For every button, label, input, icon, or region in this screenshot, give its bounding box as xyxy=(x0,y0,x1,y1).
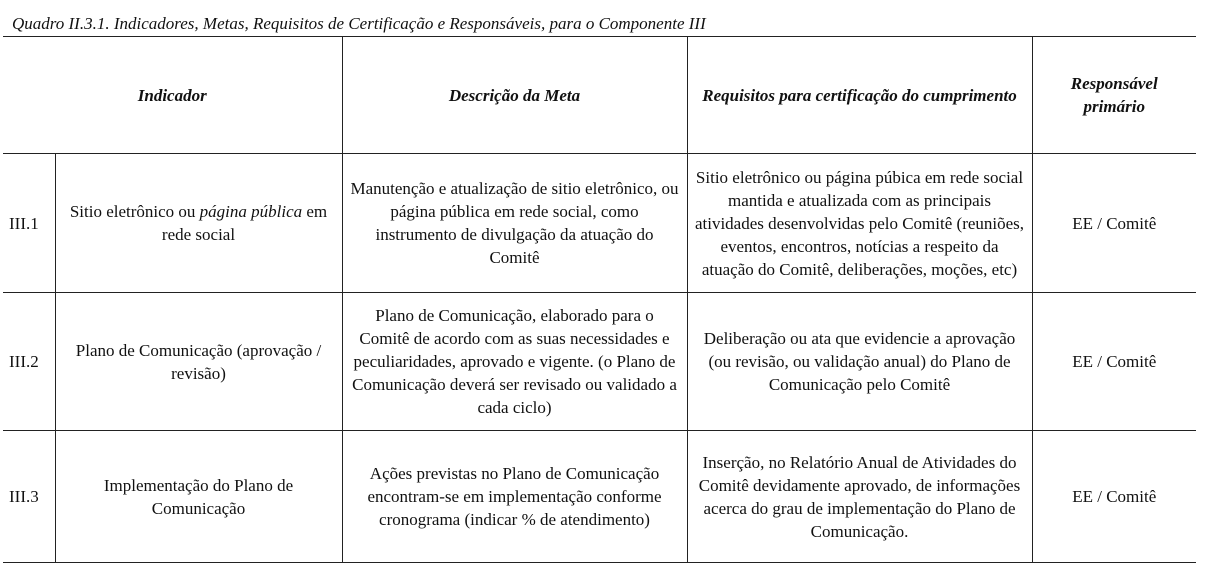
row-code: III.1 xyxy=(3,154,55,293)
row-responsible: EE / Comitê xyxy=(1072,487,1157,506)
row-indicator: Plano de Comunicação (aprovação / revisão) xyxy=(55,293,342,431)
header-row xyxy=(3,37,1196,154)
row-code: III.3 xyxy=(3,431,55,563)
row-indicator: Implementação do Plano de Comunicação xyxy=(55,431,342,563)
table-row xyxy=(3,431,1196,563)
row-responsible: EE / Comitê xyxy=(1072,352,1157,371)
row-responsible: EE / Comitê xyxy=(1072,213,1157,233)
row-description: Manutenção e atualização de sitio eletrônico, ou página pública em rede social, como instrumento de divulgação da atuação do Comitê xyxy=(342,154,687,293)
row-requirements: Sitio eletrônico ou página púbica em rede social mantida e atualizada com as principais atividades desenvolvidas pelo Comitê (reuniões, eventos, encontros, notícias a respeito da atuação do Comitê, deliberações, moções, etc) xyxy=(687,154,1032,293)
header-responsavel: Responsável primário xyxy=(1070,74,1158,116)
row-code: III.2 xyxy=(3,293,55,431)
indicator-text: Sitio eletrônico ou xyxy=(69,202,200,221)
indicators-table xyxy=(3,36,1196,563)
table-row xyxy=(3,293,1196,431)
table-caption: Quadro II.3.1. Indicadores, Metas, Requisitos de Certificação e Responsáveis, para o Componente III xyxy=(12,14,706,33)
header-requisitos: Requisitos para certificação do cumprimento xyxy=(687,37,1032,154)
header-indicador: Indicador xyxy=(3,37,342,154)
indicator-italic-text: página pública xyxy=(199,202,303,221)
header-descricao: Descrição da Meta xyxy=(342,37,687,154)
table-row xyxy=(3,154,1196,293)
indicator-text-end: em rede social xyxy=(161,202,328,244)
row-requirements: Deliberação ou ata que evidencie a aprovação (ou revisão, ou validação anual) do Plano de Comunicação pelo Comitê xyxy=(687,293,1032,431)
row-indicator xyxy=(55,154,342,293)
row-requirements: Inserção, no Relatório Anual de Atividades do Comitê devidamente aprovado, de informações acerca do grau de implementação do Plano de Comunicação. xyxy=(687,431,1032,563)
row-description: Ações previstas no Plano de Comunicação encontram-se em implementação conforme cronograma (indicar % de atendimento) xyxy=(342,431,687,563)
row-description: Plano de Comunicação, elaborado para o Comitê de acordo com as suas necessidades e peculiaridades, aprovado e vigente. (o Plano de Comunicação deverá ser revisado ou validado a cada ciclo) xyxy=(342,293,687,431)
